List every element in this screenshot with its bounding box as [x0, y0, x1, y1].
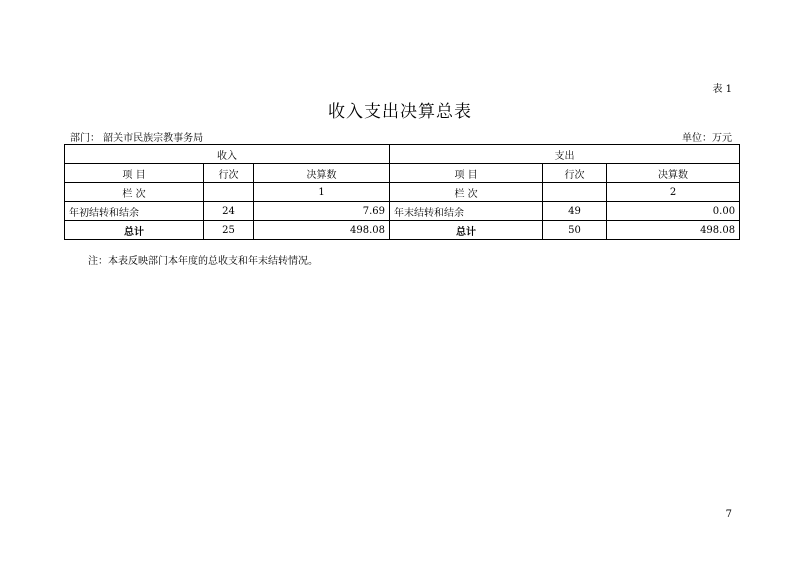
income-item-cell: 年初结转和结余 [65, 202, 204, 221]
expense-index-label: 栏 次 [390, 183, 543, 202]
department-label: 部门： 韶关市民族宗教事务局 [70, 133, 204, 144]
section-header-row [65, 145, 740, 164]
expense-total-row: 50 [543, 221, 607, 240]
income-index-row [204, 183, 254, 202]
expense-section-header: 支出 [390, 145, 740, 164]
income-index-amount: 1 [254, 183, 390, 202]
table-row [65, 202, 740, 221]
income-row-cell: 24 [204, 202, 254, 221]
document-title: 收入支出决算总表 [328, 102, 472, 122]
income-total-row: 25 [204, 221, 254, 240]
expense-row-header: 行次 [543, 164, 607, 183]
expense-amount-header: 决算数 [607, 164, 740, 183]
income-item-header: 项 目 [65, 164, 204, 183]
expense-item-cell: 年末结转和结余 [390, 202, 543, 221]
income-section-header: 收入 [65, 145, 390, 164]
expense-item-header: 项 目 [390, 164, 543, 183]
expense-index-row [543, 183, 607, 202]
page-label: 表 1 [712, 84, 732, 95]
summary-table [64, 144, 740, 240]
unit-label: 单位：万元 [682, 133, 732, 144]
income-row-header: 行次 [204, 164, 254, 183]
income-amount-cell: 7.69 [254, 202, 390, 221]
expense-total-label: 总计 [390, 221, 543, 240]
income-index-label: 栏 次 [65, 183, 204, 202]
column-index-row [65, 183, 740, 202]
page-number: 7 [725, 509, 732, 520]
income-amount-header: 决算数 [254, 164, 390, 183]
income-total-label: 总计 [65, 221, 204, 240]
expense-total-amount: 498.08 [607, 221, 740, 240]
table-note: 注：本表反映部门本年度的总收支和年末结转情况。 [88, 256, 318, 267]
expense-amount-cell: 0.00 [607, 202, 740, 221]
total-row [65, 221, 740, 240]
column-header-row [65, 164, 740, 183]
expense-row-cell: 49 [543, 202, 607, 221]
expense-index-amount: 2 [607, 183, 740, 202]
income-total-amount: 498.08 [254, 221, 390, 240]
